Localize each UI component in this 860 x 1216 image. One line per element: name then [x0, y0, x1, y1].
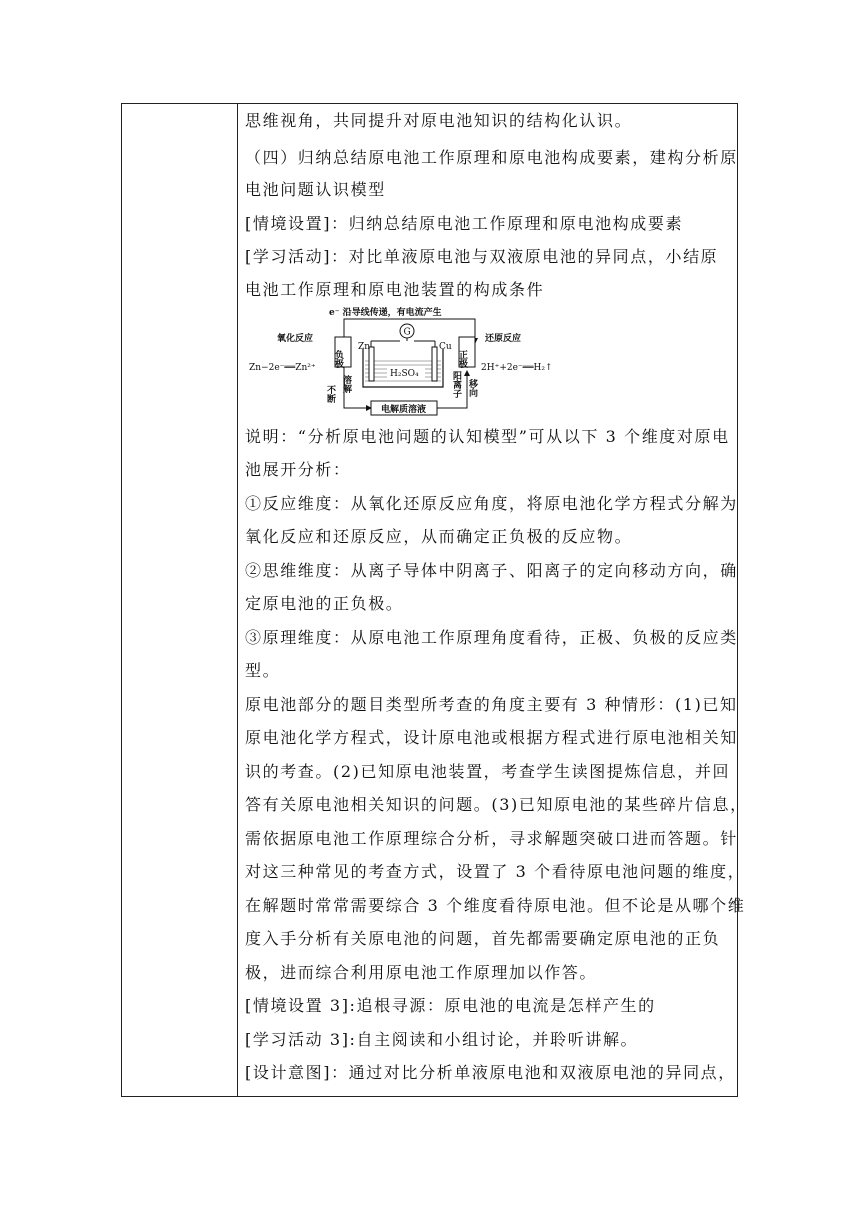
left-cell-empty [122, 104, 237, 1096]
text-line: [情境设置 3]:追根寻源：原电池的电流是怎样产生的 [245, 996, 656, 1015]
dissolve-label-1: 不断 [325, 385, 335, 403]
text-line: ①反应维度：从氧化还原反应角度，将原电池化学方程式分解为 [245, 494, 738, 513]
zn-electrode [369, 347, 374, 381]
text-line: ②思维维度：从离子导体中阴离子、阳离子的定向移动方向，确 [245, 561, 738, 580]
galvanometer-label: G [403, 327, 411, 338]
cation-label-2: 移向 [467, 379, 477, 397]
cu-electrode [432, 347, 437, 381]
reduction-label: 还原反应 [485, 334, 522, 344]
cation-label-1: 阳离子 [451, 371, 461, 398]
text-line: 对这三种常见的考查方式，设置了 3 个看待原电池问题的维度， [245, 862, 746, 881]
electron-flow-label: e⁻ 沿导线传递，有电流产生 [329, 308, 442, 318]
electrolyte-label: 电解质溶液 [381, 405, 427, 415]
text-line: [情境设置]：归纳总结原电池工作原理和原电池构成要素 [245, 214, 684, 233]
text-line: 原电池化学方程式，设计原电池或根据方程式进行原电池相关知 [245, 728, 738, 747]
text-line: 需依据原电池工作原理综合分析，寻求解题突破口进而答题。针 [245, 829, 738, 848]
negative-electrode-label: 负极 [333, 350, 343, 368]
section-heading: （四）归纳总结原电池工作原理和原电池构成要素，建构分析原 [245, 148, 738, 167]
left-half-equation: Zn−2e⁻══Zn²⁺ [249, 363, 316, 373]
text-line: 定原电池的正负极。 [245, 594, 404, 613]
text-line: ③原理维度：从原电池工作原理角度看待，正极、负极的反应类 [245, 628, 738, 647]
text-line: 说明：“分析原电池问题的认知模型”可从以下 3 个维度对原电 [245, 427, 730, 446]
text-line: 极，进而综合利用原电池工作原理加以作答。 [245, 963, 598, 982]
text-line: 型。 [245, 661, 281, 680]
text-line: 电池工作原理和原电池装置的构成条件 [245, 280, 545, 299]
zn-label: Zn [358, 342, 371, 352]
oxidation-label: 氧化反应 [277, 334, 314, 344]
text-line: 在解题时常常需要综合 3 个维度看待原电池。但不论是从哪个维 [245, 896, 746, 915]
text-line: 思维视角，共同提升对原电池知识的结构化认识。 [245, 111, 633, 130]
solution-label: H₂SO₄ [390, 369, 419, 379]
text-line: 答有关原电池相关知识的问题。(3)已知原电池的某些碎片信息， [245, 795, 748, 814]
text-line: [学习活动 3]:自主阅读和小组讨论，并聆听讲解。 [245, 1030, 639, 1049]
column-divider [237, 103, 238, 1097]
text-line: 氧化反应和还原反应，从而确定正负极的反应物。 [245, 527, 633, 546]
text-line: 池展开分析： [245, 460, 351, 479]
positive-electrode-label: 正极 [457, 350, 467, 368]
section-heading-cont: 电池问题认识模型 [245, 180, 386, 199]
text-line: [学习活动]：对比单液原电池与双液原电池的异同点，小结原 [245, 247, 719, 266]
text-line: 识的考查。(2)已知原电池装置，考查学生读图提炼信息，并回 [245, 762, 731, 781]
text-line: 度入手分析有关原电池的问题，首先都需要确定原电池的正负 [245, 929, 721, 948]
galvanic-cell-diagram [247, 305, 553, 417]
text-line: [设计意图]：通过对比分析单液原电池和双液原电池的异同点， [245, 1063, 736, 1082]
text-line: 原电池部分的题目类型所考查的角度主要有 3 种情形：(1)已知 [245, 695, 738, 714]
cu-label: Cu [439, 342, 452, 352]
dissolve-label-2: 溶解 [341, 375, 351, 393]
right-half-equation: 2H⁺+2e⁻══H₂↑ [481, 363, 553, 373]
